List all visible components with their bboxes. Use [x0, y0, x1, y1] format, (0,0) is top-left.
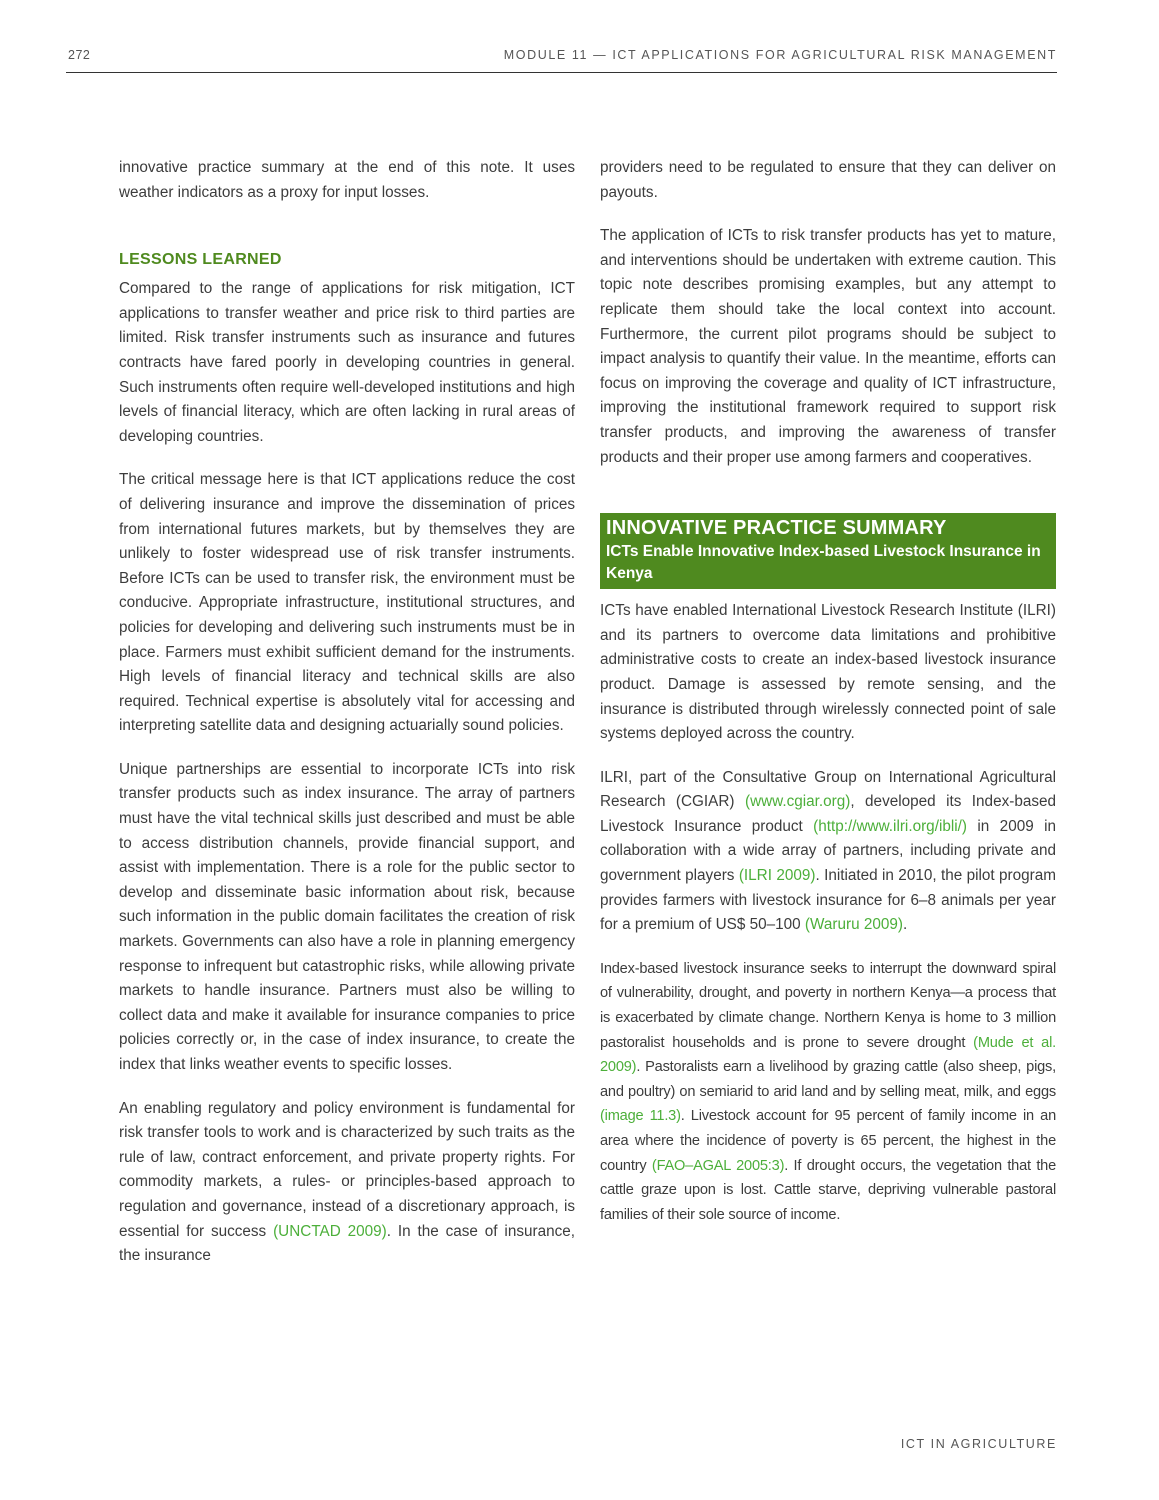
paragraph-regulatory [119, 1097, 575, 1269]
right-column [600, 156, 1056, 1246]
citation-link[interactable]: (FAO–AGAL 2005:3) [651, 1157, 785, 1174]
paragraph: The application of ICTs to risk transfer products has yet to mature, and interventions should be undertaken with extreme caution. This topic note describes promising examples, but any attempt to replicate them should take the local context into account. Furthermore, the current pilot programs should be subject to impact analysis to quantify their value. In the meantime, efforts can focus on improving the coverage and quality of ICT infrastructure, improving the institutional framework required to support risk transfer products, and improving the awareness of transfer products and their proper use among farmers and cooperatives. [600, 227, 1056, 466]
paragraph: Compared to the range of applications for risk mitigation, ICT applications to transfer weather and price risk to third parties are limited. Risk transfer instruments such as insurance and futures contracts have fared poorly in developing countries in general. Such instruments often require well-developed institutions and high levels of financial literacy, which are often lacking in rural areas of developing countries. [119, 280, 575, 445]
citation-link[interactable]: (Mude et al. 2009) [600, 1034, 1056, 1076]
innovative-practice-summary-box [600, 513, 1056, 589]
paragraph: The critical message here is that ICT applications reduce the cost of delivering insurance and improve the dissemination of prices from international futures markets, but by themselves they are unlikely to foster widespread use of risk transfer instruments. Before ICTs can be used to transfer risk, the environment must be conducive. Appropriate infrastructure, institutional structures, and policies for developing and delivering such instruments must be in place. Farmers must exhibit sufficient demand for the instruments. High levels of financial literacy and technical skills are also required. Technical expertise is absolutely vital for accessing and interpreting satellite data and designing actuarially sound policies. [119, 471, 575, 735]
citation-link[interactable]: (UNCTAD 2009) [273, 1222, 387, 1240]
text: . Initiated in 2010, the pilot program provides farmers with livestock insurance for 6–8 animals per year for a premium of US$ 50–100 [600, 867, 1056, 934]
text: . In the case of insurance, the insurance [119, 1222, 575, 1265]
section-heading-lessons-learned: LESSONS LEARNED [119, 251, 282, 269]
ilri-ibli-link[interactable]: (http://www.ilri.org/ibli/) [813, 817, 967, 835]
image-reference-link[interactable]: (image 11.3) [600, 1108, 681, 1125]
box-title: INNOVATIVE PRACTICE SUMMARY [606, 517, 947, 540]
paragraph: Unique partnerships are essential to incorporate ICTs into risk transfer products such as index insurance. The array of partners must have the vital technical skills just described and must be able to access distribution channels, provide financial support, and assist with implementation. There is a role for the public sector to develop and disseminate basic information about risk, because such information in the public domain facilitates the creation of risk markets. Governments can also have a role in planning emergency response to infrequent but catastrophic risks, while allowing private markets to handle insurance. Partners must also be willing to collect data and make it available for insurance companies to price policies correctly or, in the case of index insurance, to create the index that links weather events to specific losses. [119, 760, 575, 1073]
left-column [119, 156, 575, 1288]
text: Index-based livestock insurance seeks to interrupt the downward spiral of vulnerability, drought, and poverty in northern Kenya—a process that is exacerbated by climate change. Northern Kenya is home to 3 million pastoralist households and is prone to severe drought [600, 960, 1056, 1051]
box-paragraph [600, 957, 1056, 1228]
running-header [66, 46, 1057, 73]
text: . [902, 916, 908, 934]
citation-link[interactable]: (Waruru 2009) [804, 916, 903, 934]
text: , developed its Index-based Livestock Insurance product [600, 793, 1056, 835]
page-number: 272 [68, 48, 91, 62]
citation-link[interactable]: (ILRI 2009) [738, 867, 816, 885]
box-paragraph: ICTs have enabled International Livestock Research Institute (ILRI) and its partners to overcome data limitations and prohibitive administrative costs to create an index-based livestock insurance product. Damage is assessed by remote sensing, and the insurance is distributed through wirelessly connected point of sale systems deployed across the country. [600, 602, 1056, 743]
text: ILRI, part of the Consultative Group on International Agricultural Research (CGIAR) [600, 768, 1056, 811]
intro-paragraph: innovative practice summary at the end of this note. It uses weather indicators as a proxy for input losses. [119, 159, 575, 201]
running-title: MODULE 11 — ICT APPLICATIONS FOR AGRICULTURAL RISK MANAGEMENT [503, 48, 1057, 62]
cgiar-link[interactable]: (www.cgiar.org) [744, 793, 851, 811]
box-subtitle: ICTs Enable Innovative Index-based Livestock Insurance in Kenya [606, 543, 1041, 583]
box-paragraph [600, 766, 1056, 938]
text: . If drought occurs, the vegetation that the cattle graze upon is lost. Cattle starve, depriving vulnerable pastoral families of their sole source of income. [600, 1157, 1057, 1223]
continued-paragraph: providers need to be regulated to ensure that they can deliver on payouts. [600, 159, 1056, 201]
text: . Pastoralists earn a livelihood by grazing cattle (also sheep, pigs, and poultry) on semiarid to arid land and by selling meat, milk, and eggs [600, 1059, 1056, 1100]
running-footer: ICT IN AGRICULTURE [900, 1437, 1057, 1451]
text: in 2009 in collaboration with a wide array of partners, including private and government players [600, 817, 1057, 885]
text: An enabling regulatory and policy environment is fundamental for risk transfer tools to work and is characterized by such traits as the rule of law, contract enforcement, and private property rights. For commodity markets, a rules- or principles-based approach to regulation and governance, instead of a discretionary approach, is essential for success [119, 1099, 575, 1240]
text: . Livestock account for 95 percent of family income in an area where the incidence of poverty is 65 percent, the highest in the country [600, 1108, 1056, 1174]
